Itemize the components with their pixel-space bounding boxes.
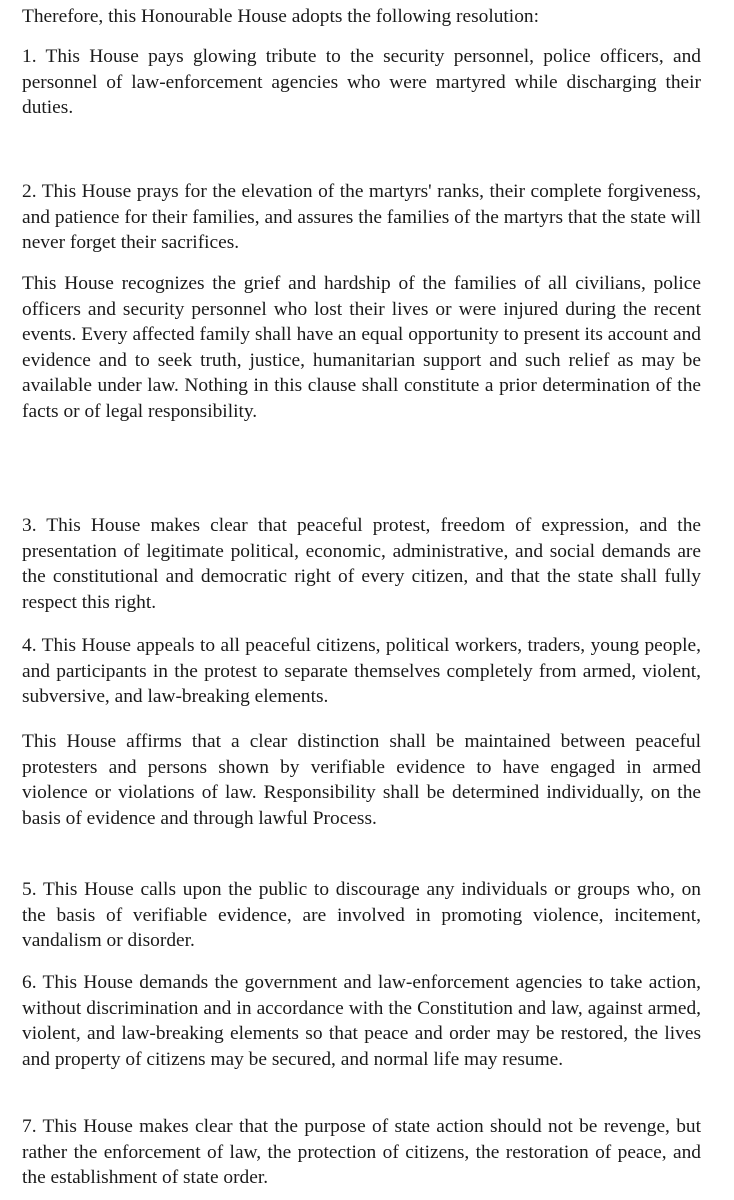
clause-7: 7. This House makes clear that the purpose of state action should not be revenge, but rather the enforcement of law, the protection of citizens, the restoration of peace, and the establishment of state order. [22,1116,701,1189]
clause-1: 1. This House pays glowing tribute to the security personnel, police officers, and personnel of law-enforcement agencies who were martyred while discharging their duties. [22,46,701,119]
clause-4: 4. This House appeals to all peaceful citizens, political workers, traders, young people, and participants in the protest to separate themselves completely from armed, violent, subversive, and law-breaking elements. [22,635,701,708]
clause-2: 2. This House prays for the elevation of the martyrs' ranks, their complete forgiveness, and patience for their families, and assures the families of the martyrs that the state will never forget their sacrifices. [22,181,701,254]
clause-2-addendum: This House recognizes the grief and hardship of the families of all civilians, police officers and security personnel who lost their lives or were injured during the recent events. Every affected family shall have an equal opportunity to present its account and evidence and to seek truth, justice, humanitarian support and such relief as may be available under law. Nothing in this clause shall constitute a prior determination of the facts or of legal responsibility. [22,273,701,422]
resolution-intro: Therefore, this Honourable House adopts the following resolution: [22,6,539,27]
clause-4-addendum: This House affirms that a clear distinction shall be maintained between peaceful protesters and persons shown by verifiable evidence to have engaged in armed violence or violations of law. Responsibility shall be determined individually, on the basis of evidence and through lawful Process. [22,731,701,829]
clause-5: 5. This House calls upon the public to discourage any individuals or groups who, on the basis of verifiable evidence, are involved in promoting violence, incitement, vandalism or disorder. [22,879,701,952]
clause-6: 6. This House demands the government and law-enforcement agencies to take action, without discrimination and in accordance with the Constitution and law, against armed, violent, and law-breaking elements so that peace and order may be restored, the lives and property of citizens may be secured, and normal life may resume. [22,972,701,1070]
clause-3: 3. This House makes clear that peaceful protest, freedom of expression, and the presentation of legitimate political, economic, administrative, and social demands are the constitutional and democratic right of every citizen, and that the state shall fully respect this right. [22,515,701,613]
